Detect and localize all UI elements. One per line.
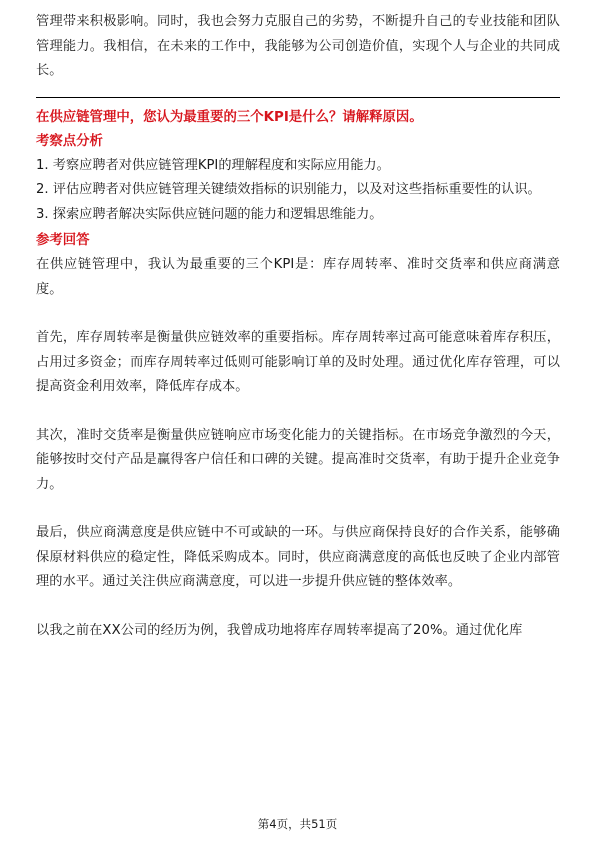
page-number-footer: 第4页，共51页 [257,817,338,831]
intro-paragraph: 管理带来积极影响。同时，我也会努力克服自己的劣势，不断提升自己的专业技能和团队管理能力。我相信，在未来的工作中，我能够为公司创造价值，实现个人与企业的共同成长。 [36,14,560,78]
answer-paragraph: 其次，准时交货率是衡量供应链响应市场变化能力的关键指标。在市场竞争激烈的今天，能够按时交付产品是赢得客户信任和口碑的关键。提高准时交货率，有助于提升企业竞争力。 [36,427,560,492]
analysis-item: 3. 探索应聘者解决实际供应链问题的能力和逻辑思维能力。 [36,206,383,222]
paragraph-gap [36,497,560,521]
answer-paragraph: 首先，库存周转率是衡量供应链效率的重要指标。库存周转率过高可能意味着库存积压，占用过多资金；而库存周转率过低则可能影响订单的及时处理。通过优化库存管理，可以提高资金利用效率，降低库存成本。 [36,330,560,394]
section-divider [36,97,560,98]
analysis-heading: 考察点分析 [36,133,103,149]
answer-paragraph: 最后，供应商满意度是供应链中不可或缺的一环。与供应商保持良好的合作关系，能够确保原材料供应的稳定性，降低采购成本。同时，供应商满意度的高低也反映了企业内部管理的水平。通过关注供应商满意度，可以进一步提升供应链的整体效率。 [36,525,560,589]
answer-heading: 参考回答 [36,233,90,248]
paragraph-gap [36,302,560,326]
analysis-item: 2. 评估应聘者对供应链管理关键绩效指标的识别能力，以及对这些指标重要性的认识。 [36,182,541,197]
paragraph-gap [36,595,560,619]
answer-paragraph: 以我之前在XX公司的经历为例，我曾成功地将库存周转率提高了20%。通过优化库 [36,622,523,638]
interview-question: 在供应链管理中，您认为最重要的三个KPI是什么？请解释原因。 [36,109,423,125]
paragraph-gap [36,400,560,424]
document-page [36,10,560,643]
analysis-item: 1. 考察应聘者对供应链管理KPI的理解程度和实际应用能力。 [36,157,390,173]
answer-paragraph: 在供应链管理中，我认为最重要的三个KPI是：库存周转率、准时交货率和供应商满意度。 [36,257,560,297]
